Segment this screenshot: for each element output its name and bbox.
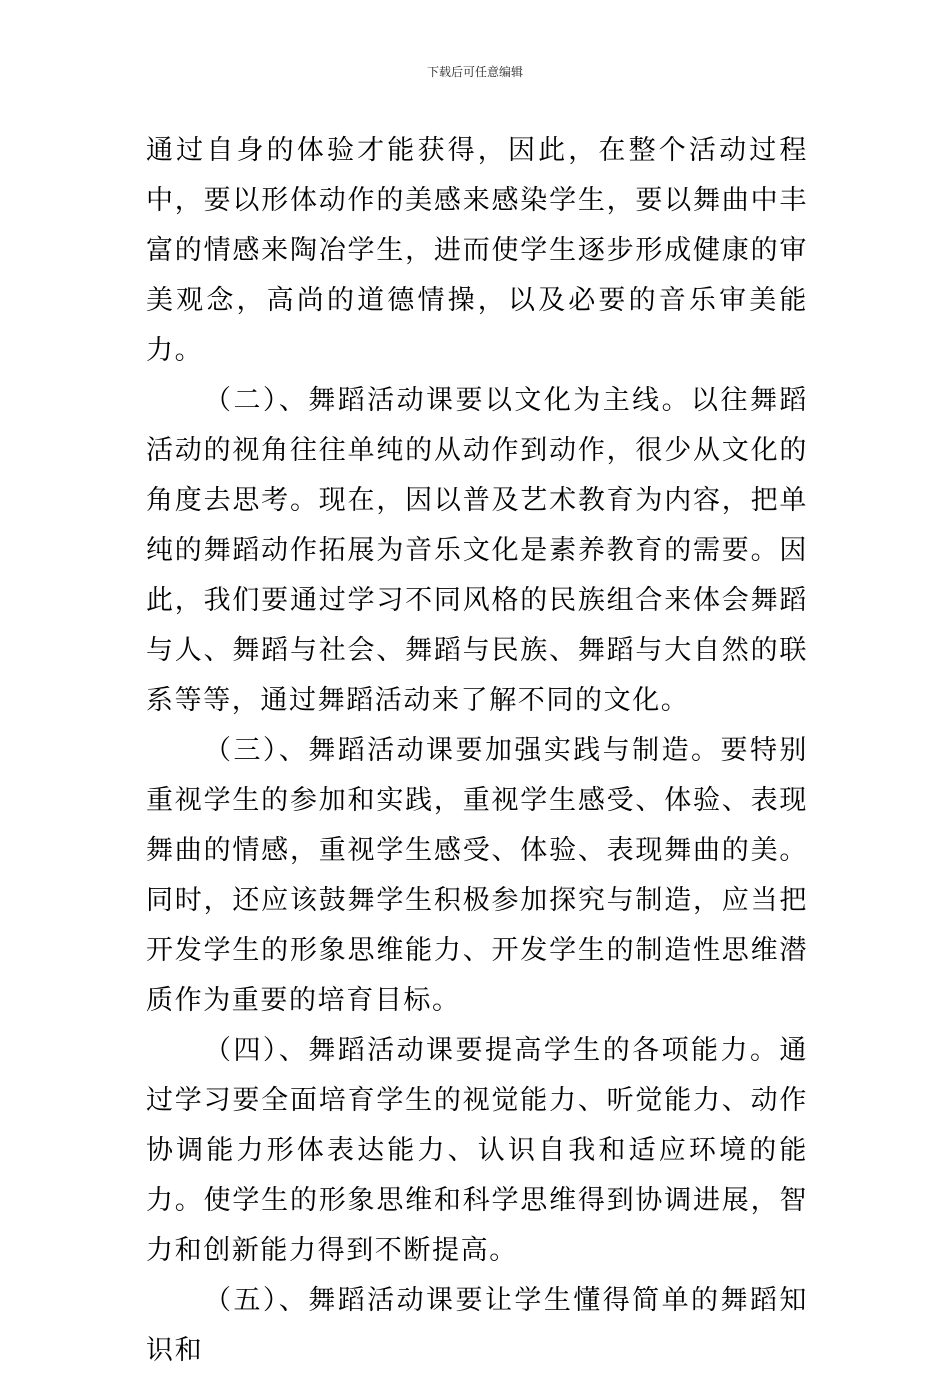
paragraph-section-3: （三）、舞蹈活动课要加强实践与制造。要特别重视学生的参加和实践，重视学生感受、体验、表现舞曲的情感，重视学生感受、体验、表现舞曲的美。同时，还应该鼓舞学生积极参加探究与制造，应当把开发学生的形象思维能力、开发学生的制造性思维潜质作为重要的培育目标。 bbox=[146, 735, 808, 1016]
paragraph-section-5: （五）、舞蹈活动课要让学生懂得简单的舞蹈知识和 bbox=[146, 1285, 808, 1366]
paragraph-section-4: （四）、舞蹈活动课要提高学生的各项能力。通过学习要全面培育学生的视觉能力、听觉能力、动作协调能力形体表达能力、认识自我和适应环境的能力。使学生的形象思维和科学思维得到协调进展，智力和创新能力得到不断提高。 bbox=[146, 1035, 808, 1266]
paragraph-continuation: 通过自身的体验才能获得，因此，在整个活动过程中，要以形体动作的美感来感染学生，要以舞曲中丰富的情感来陶冶学生，进而使学生逐步形成健康的审美观念，高尚的道德情操，以及必要的音乐审美能力。 bbox=[146, 135, 808, 366]
page-header: 下载后可任意编辑 bbox=[426, 65, 523, 79]
document-body bbox=[146, 126, 808, 1376]
paragraph-section-2: （二）、舞蹈活动课要以文化为主线。以往舞蹈活动的视角往往单纯的从动作到动作，很少从文化的角度去思考。现在，因以普及艺术教育为内容，把单纯的舞蹈动作拓展为音乐文化是素养教育的需要。因此，我们要通过学习不同风格的民族组合来体会舞蹈与人、舞蹈与社会、舞蹈与民族、舞蹈与大自然的联系等等，通过舞蹈活动来了解不同的文化。 bbox=[146, 385, 808, 716]
